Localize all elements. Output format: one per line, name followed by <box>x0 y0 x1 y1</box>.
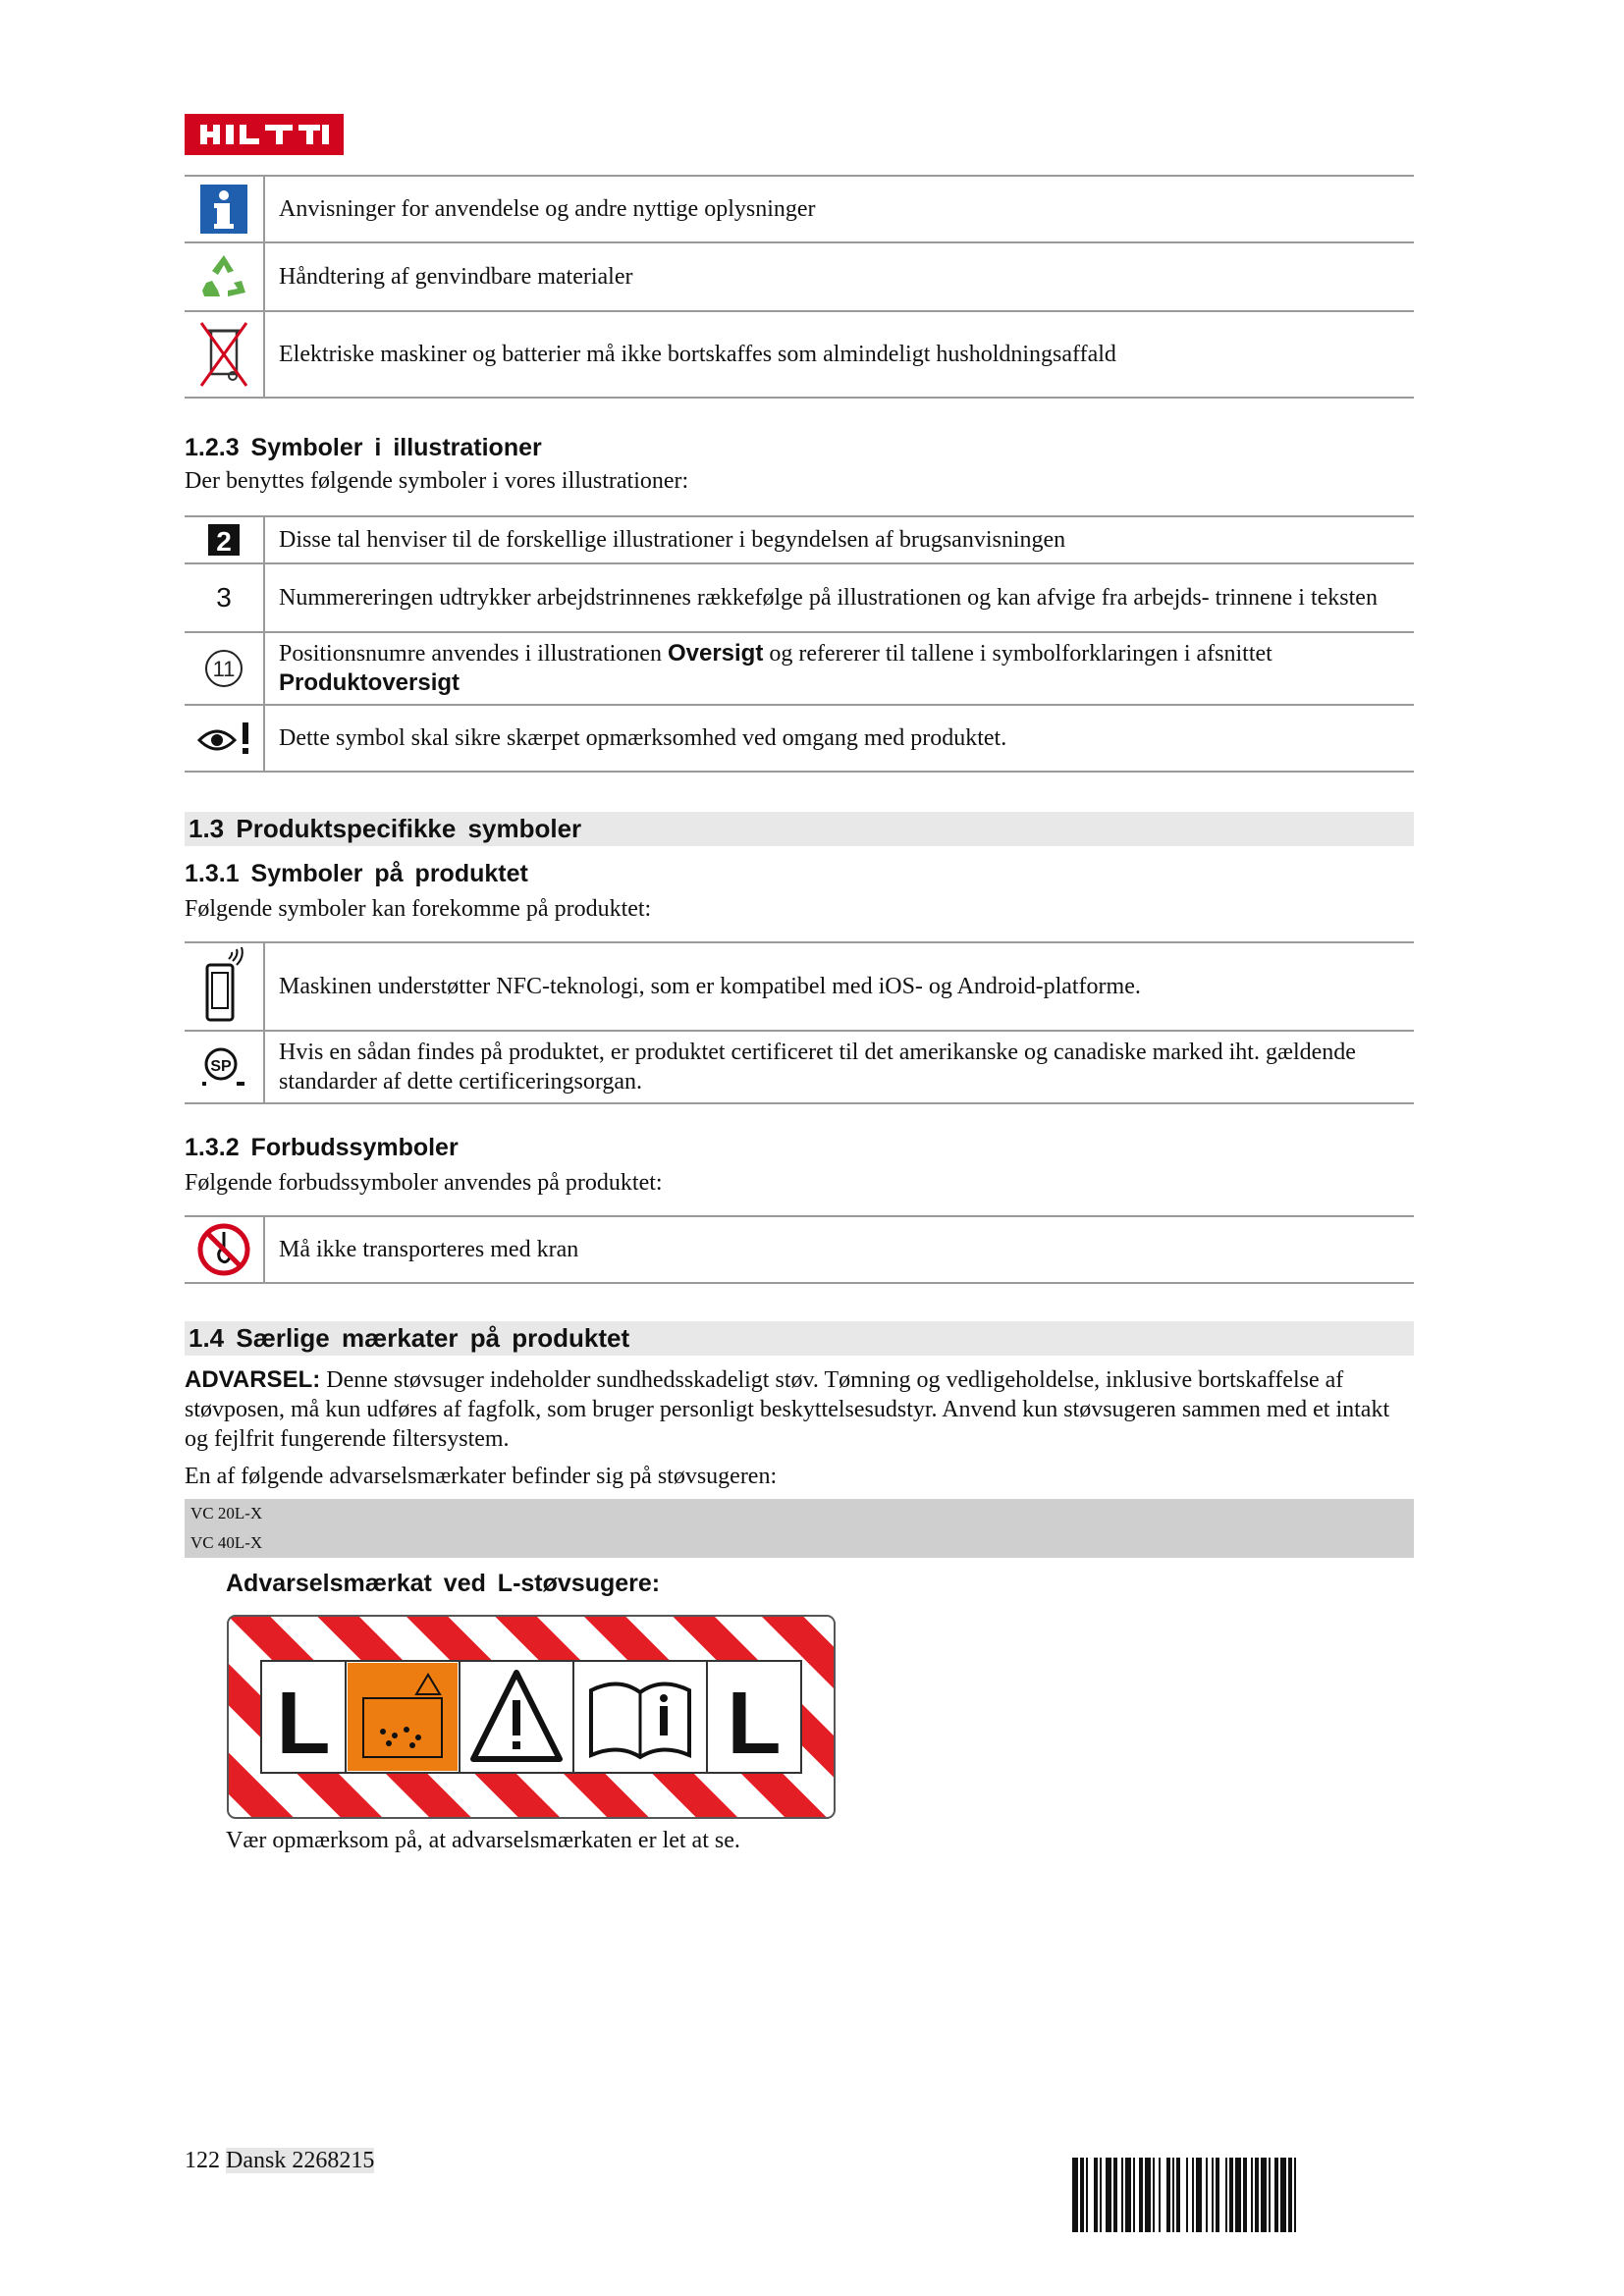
barcode-bar <box>1166 2158 1170 2232</box>
footer-language: Dansk <box>226 2148 287 2173</box>
barcode-bar <box>1133 2158 1135 2232</box>
barcode-bar <box>1255 2158 1259 2232</box>
barcode-bar <box>1172 2158 1174 2232</box>
symbol-description: Positionsnumre anvendes i illustrationen Oversigt og refererer til tallene i symbolforklaringen i afsnittet Produktoversigt <box>264 632 1414 705</box>
barcode-bar <box>1186 2158 1188 2232</box>
model-name: VC 40L-X <box>190 1533 263 1552</box>
nfc-phone-icon <box>199 947 248 1026</box>
barcode-bar <box>1106 2158 1111 2232</box>
barcode-bar <box>1288 2158 1292 2232</box>
svg-text:11: 11 <box>212 657 236 681</box>
section-intro: Følgende symboler kan forekomme på produktet: <box>185 896 652 922</box>
barcode-bar <box>1243 2158 1247 2232</box>
barcode-bar <box>1139 2158 1143 2232</box>
section-heading-1-4: 1.4 Særlige mærkater på produktet <box>185 1321 1414 1356</box>
svg-text:2: 2 <box>216 526 232 557</box>
symbol-description: Anvisninger for anvendelse og andre nyttige oplysninger <box>264 176 1414 242</box>
symbol-row <box>185 176 1414 242</box>
svg-text:SP: SP <box>210 1058 232 1075</box>
info-icon <box>198 183 249 236</box>
barcode-bar <box>1121 2158 1123 2232</box>
dust-hazard-icon <box>348 1663 458 1771</box>
barcode-bar <box>1145 2158 1151 2232</box>
barcode-bar <box>1125 2158 1131 2232</box>
number-3-icon: 3 <box>216 582 232 613</box>
label-letter-left: L <box>276 1675 331 1773</box>
symbol-row <box>185 705 1414 772</box>
label-letter-right: L <box>727 1675 782 1773</box>
number-2-icon <box>206 522 242 558</box>
symbol-row <box>185 1216 1414 1283</box>
barcode-bar <box>1251 2158 1253 2232</box>
symbol-description: Nummereringen udtrykker arbejdstrinnenes rækkefølge på illustrationen og kan afvige fra arbejds- trinnene i teksten <box>264 563 1414 632</box>
barcode-bar <box>1159 2158 1161 2232</box>
no-crane-icon <box>196 1222 251 1277</box>
section-heading-1-3-1: 1.3.1 Symboler på produktet <box>185 860 528 887</box>
labels-intro: En af følgende advarselsmærkater befinder sig på støvsugeren: <box>185 1464 778 1489</box>
product-symbols-table <box>185 941 1414 1104</box>
barcode-bar <box>1280 2158 1286 2232</box>
section-heading-1-2-3: 1.2.3 Symboler i illustrationer <box>185 434 542 461</box>
csa-certification-icon <box>199 1044 248 1090</box>
number-11-icon <box>203 648 244 689</box>
illustration-symbols-table <box>185 515 1414 773</box>
barcode-bar <box>1192 2158 1194 2232</box>
general-symbols-table <box>185 175 1414 399</box>
barcode-bar <box>1176 2158 1180 2232</box>
label-note: Vær opmærksom på, at advarselsmærkaten er let at se. <box>226 1828 740 1853</box>
barcode-bar <box>1269 2158 1271 2232</box>
barcode-bar <box>1294 2158 1296 2232</box>
symbol-description: Må ikke transporteres med kran <box>264 1216 1414 1283</box>
barcode-bar <box>1113 2158 1117 2232</box>
barcode-bar <box>1080 2158 1084 2232</box>
symbol-row <box>185 242 1414 311</box>
barcode-bar <box>1274 2158 1278 2232</box>
read-manual-icon <box>591 1683 689 1757</box>
recycle-icon <box>198 251 249 302</box>
hilti-logo <box>185 114 344 155</box>
model-list <box>185 1499 1414 1558</box>
barcode-bar <box>1196 2158 1202 2232</box>
symbol-description: Dette symbol skal sikre skærpet opmærksomhed ved omgang med produktet. <box>264 705 1414 772</box>
symbol-row <box>185 311 1414 398</box>
barcode-bar <box>1206 2158 1208 2232</box>
barcode-bar <box>1072 2158 1078 2232</box>
warning-label-sticker <box>226 1614 837 1820</box>
barcode-bar <box>1235 2158 1241 2232</box>
symbol-description: Maskinen understøtter NFC-teknologi, som er kompatibel med iOS- og Android-platforme. <box>264 942 1414 1031</box>
symbol-row <box>185 1031 1414 1103</box>
model-name: VC 20L-X <box>190 1504 263 1522</box>
barcode-bar <box>1212 2158 1214 2232</box>
page-footer <box>185 2148 374 2174</box>
section-heading-1-3: 1.3 Produktspecifikke symboler <box>185 812 1414 846</box>
symbol-description: Håndtering af genvindbare materialer <box>264 242 1414 311</box>
barcode-bar <box>1100 2158 1102 2232</box>
symbol-description: Disse tal henviser til de forskellige illustrationer i begyndelsen af brugsanvisningen <box>264 516 1414 563</box>
section-intro: Der benyttes følgende symboler i vores illustrationer: <box>185 468 689 494</box>
label-title: Advarselsmærkat ved L-støvsugere: <box>226 1570 661 1597</box>
barcode-bar <box>1153 2158 1155 2232</box>
manual-page <box>185 114 1414 1855</box>
page-number: 122 <box>185 2148 220 2173</box>
prohibition-symbols-table <box>185 1215 1414 1284</box>
crossed-bin-icon <box>197 317 250 392</box>
attention-eye-icon <box>195 719 252 758</box>
barcode-bar <box>1229 2158 1233 2232</box>
barcode-bar <box>1225 2158 1227 2232</box>
symbol-description: Hvis en sådan findes på produktet, er produktet certificeret til det amerikanske og canadiske marked iht. gældende standarder af dette certificeringsorgan. <box>264 1031 1414 1103</box>
symbol-row <box>185 632 1414 705</box>
barcode-bar <box>1216 2158 1219 2232</box>
barcode-bar <box>1261 2158 1267 2232</box>
barcode-bar <box>1086 2158 1088 2232</box>
symbol-description: Elektriske maskiner og batterier må ikke bortskaffes som almindeligt husholdningsaffald <box>264 311 1414 398</box>
symbol-row <box>185 516 1414 563</box>
symbol-row <box>185 563 1414 632</box>
symbol-row <box>185 942 1414 1031</box>
warning-paragraph: ADVARSEL: Denne støvsuger indeholder sundhedsskadeligt støv. Tømning og vedligeholdelse, inklusive bortskaffelse af støvposen, må kun udføres af fagfolk, som bruger personligt beskyttelsesudstyr. Anvend kun støvsugeren sammen med et intakt og fejlfrit fungerende filtersystem. <box>185 1366 1390 1452</box>
barcode <box>1072 2158 1414 2232</box>
barcode-bar <box>1094 2158 1098 2232</box>
document-number: 2268215 <box>292 2148 375 2173</box>
section-heading-1-3-2: 1.3.2 Forbudssymboler <box>185 1134 459 1161</box>
warning-label: ADVARSEL: <box>185 1366 321 1393</box>
section-intro: Følgende forbudssymboler anvendes på produktet: <box>185 1170 663 1196</box>
